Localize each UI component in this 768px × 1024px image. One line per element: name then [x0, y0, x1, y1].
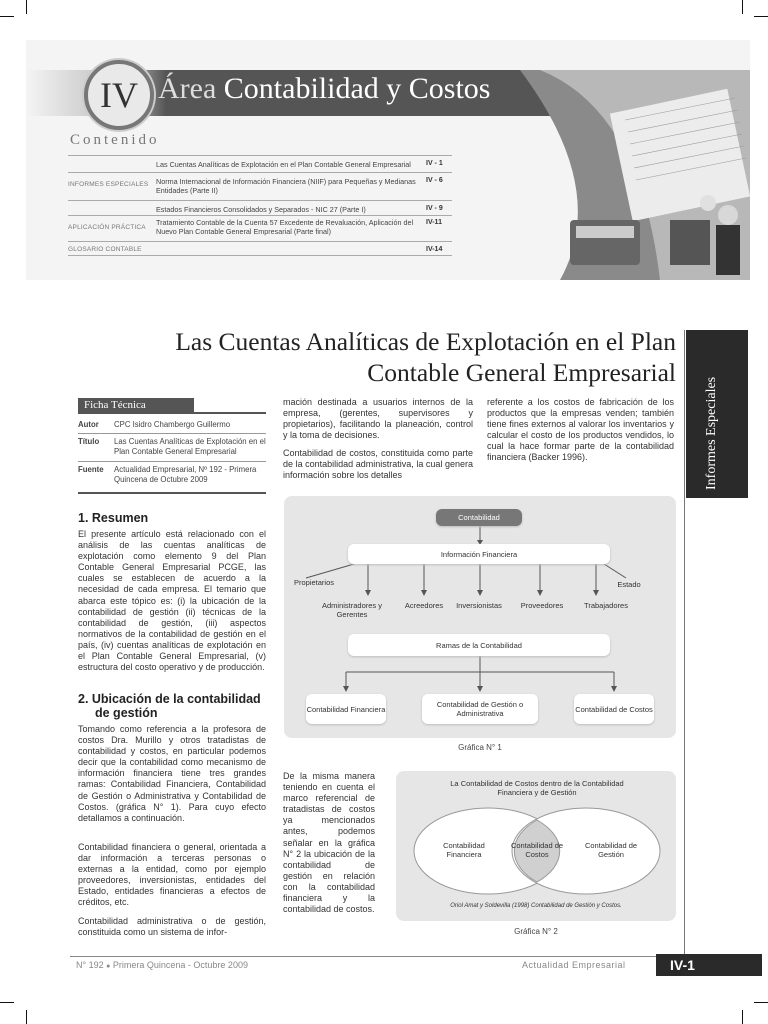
toc-row[interactable]	[68, 241, 452, 256]
toc-page: IV-14	[426, 246, 443, 253]
section-2-heading-line1: 2. Ubicación de la contabilidad	[78, 692, 261, 706]
roman-numeral: IV	[100, 75, 138, 115]
figure-1	[284, 496, 676, 738]
article-title	[70, 326, 676, 388]
ficha-titulo	[78, 437, 268, 459]
figure-2-title: La Contabilidad de Costos dentro de la Contabilidad Financiera y de Gestión	[450, 779, 624, 797]
ficha-value: Las Cuentas Analíticas de Explotación en el Plan Contable General Empresarial	[114, 437, 266, 456]
footer-issue	[76, 960, 248, 970]
toc-page: IV - 1	[426, 160, 443, 167]
toc-title: Norma Internacional de Información Financiera (NIIF) para Pequeñas y Medianas Entidades (Parte II)	[156, 177, 416, 195]
footer-page-number: IV-1	[656, 954, 762, 976]
figure-2-caption: Gráfica N° 2	[514, 927, 558, 936]
figure-1-user: Administradores y Gerentes	[321, 601, 383, 619]
toc-page: IV - 6	[426, 177, 443, 184]
toc-page: IV-11	[426, 219, 442, 226]
ficha-value: Actualidad Empresarial, Nº 192 - Primera Quincena de Octubre 2009	[114, 465, 257, 484]
ficha-label: Autor	[78, 420, 99, 429]
ficha-rule	[78, 412, 266, 414]
section-2-paragraph: Contabilidad financiera o general, orientada a dar información a terceras personas o externas a la entidad, como por ejemplo proveedores, inversionistas, entidades del Estado, entidades financieras a efectos de créditos, etc.	[78, 842, 266, 908]
figure-1-user: Estado	[617, 580, 641, 589]
figure-1-user: Propietarios	[293, 578, 335, 587]
side-tab-label: Informes Especiales	[704, 376, 719, 490]
column-2-paragraph: Contabilidad de costos, constituida como parte de la contabilidad administrativa, la cual genera información sobre los detalles	[283, 448, 473, 481]
area-title	[158, 72, 490, 106]
section-1-body: El presente artículo está relacionado con el análisis de las cuentas analíticas de explotación como elemento 9 del Plan Contable General Empresarial PCGE, las cuales se establecen de acuerdo a la necesidad de cada empresa. El temario que abarca este tópico es: (i) la ubicación de la contabilidad de gestión (ii) técnicas de la contabilidad de gestión, (iii) aspectos normativos de la contabilidad de gestión en el país, (iv) cuentas analíticas de explotación en el Plan Contable General Empresarial, (v) estructura del costo operativo y de producción.	[78, 529, 266, 673]
ficha-label: Título	[78, 437, 100, 446]
toc-row[interactable]	[68, 215, 452, 240]
ficha-heading: Ficha Técnica	[78, 398, 194, 413]
toc-title: Tratamiento Contable de la Cuenta 57 Excedente de Revaluación, Aplicación del Nuevo Plan Contable General Empresarial (Parte final)	[156, 218, 414, 236]
ficha-value: CPC Isidro Chambergo Guillermo	[114, 420, 231, 429]
ficha-fuente	[78, 465, 268, 487]
figure-1-ramas-node: Ramas de la Contabilidad	[348, 634, 610, 656]
figure-2-middle-set: Contabilidad de Costos	[510, 841, 564, 859]
figure-1-user: Inversionistas	[456, 601, 502, 610]
toc-section: APLICACIÓN PRÁCTICA	[68, 224, 146, 231]
figure-1-branch-node: Contabilidad de Gestión o Administrativa	[422, 694, 538, 724]
figure-2-right-set: Contabilidad de Gestión	[584, 841, 638, 859]
ficha-autor	[78, 420, 268, 432]
header-illustration	[520, 70, 750, 280]
figure-1-user: Trabajadores	[584, 601, 628, 610]
crop-mark	[0, 1002, 14, 1003]
figure-1-user: Proveedores	[520, 601, 564, 610]
ficha-label: Fuente	[78, 465, 104, 474]
footer-period: Primera Quincena - Octubre 2009	[112, 960, 248, 970]
footer-publication: Actualidad Empresarial	[522, 960, 626, 970]
ficha-separator	[78, 433, 266, 434]
crop-mark	[26, 1010, 27, 1024]
figure-2-source: Oriol Amat y Soldevilla (1998) Contabilidad de Gestión y Costos.	[450, 903, 622, 909]
column-rule	[684, 330, 685, 970]
crop-mark	[0, 16, 14, 17]
article-title-line1: Las Cuentas Analíticas de Explotación en el Plan	[175, 327, 676, 356]
section-roman-badge	[84, 60, 154, 130]
section-2-heading	[78, 692, 268, 720]
toc-page: IV - 9	[426, 205, 443, 212]
column-2-paragraph: mación destinada a usuarios internos de la empresa, (gerentes, supervisores y propietarios), facilitando la planeación, control y la toma de decisiones.	[283, 397, 473, 441]
figure-1-top-node: Contabilidad	[436, 509, 522, 526]
article-title-line2: Contable General Empresarial	[367, 358, 676, 387]
toc-section: GLOSARIO CONTABLE	[68, 246, 142, 253]
crop-mark	[26, 0, 27, 14]
section-2-paragraph: Tomando como referencia a la profesora de costos Dra. Murillo y otros tratadistas de contabilidad y costos, en particular podemos decir que la contabilidad como mecanismo de información financiera tiene tres grandes ramas: Contabilidad Financiera, Contabilidad de Gestión o Administrativa y Contabilidad de Costos. (gráfica N° 1). Para cuyo efecto detallamos a continuación.	[78, 724, 266, 823]
section-2-paragraph: Contabilidad administrativa o de gestión, constituida como un sistema de infor-	[78, 916, 266, 938]
section-2-heading-line2: de gestión	[95, 706, 158, 720]
toc-row[interactable]	[68, 155, 452, 171]
footer-rule	[70, 956, 750, 957]
toc-divider	[68, 255, 452, 256]
area-name: Contabilidad y Costos	[223, 72, 491, 105]
figure-1-user: Acreedores	[404, 601, 444, 610]
figure-2-left-set: Contabilidad Financiera	[443, 841, 485, 859]
toc-title: Las Cuentas Analíticas de Explotación en el Plan Contable General Empresarial	[156, 160, 411, 169]
crop-mark	[754, 1002, 768, 1003]
section-1-heading: 1. Resumen	[78, 511, 149, 525]
toc-row[interactable]	[68, 200, 452, 215]
column-3-paragraph: referente a los costos de fabricación de los productos que la empresas venden; también tiene fines externos al valorar los inventarios y calcular el costo de los productos vendidos, lo cual la hace formar parte de la contabilidad financiera (Backer 1996).	[487, 397, 674, 463]
footer-issue-number: N° 192	[76, 960, 104, 970]
crop-mark	[754, 16, 768, 17]
figure-1-info-node: Información Financiera	[348, 544, 610, 564]
toc-title: Estados Financieros Consolidados y Separados - NIC 27 (Parte I)	[156, 205, 366, 214]
column-2-lower-paragraph: De la misma manera teniendo en cuenta el marco referencial de tratadistas de costos ya mencionados antes, podemos señalar en la gráfica N° 2 la ubicación de la contabilidad de gestión en relación con la contabilidad financiera y la contabilidad de costos.	[283, 771, 375, 915]
ficha-separator	[78, 492, 266, 494]
crop-mark	[742, 1010, 743, 1024]
area-word: Área	[158, 72, 217, 105]
toc-row[interactable]	[68, 172, 452, 197]
figure-1-branch-node: Contabilidad Financiera	[306, 694, 386, 724]
ficha-separator	[78, 461, 266, 462]
toc-section: INFORMES ESPECIALES	[68, 181, 149, 188]
crop-mark	[742, 0, 743, 14]
figure-2	[396, 771, 676, 921]
figure-1-caption: Gráfica N° 1	[458, 743, 502, 752]
contents-heading: Contenido	[70, 132, 160, 148]
figure-1-branch-node: Contabilidad de Costos	[574, 694, 654, 724]
bullet-icon: ●	[106, 963, 111, 970]
